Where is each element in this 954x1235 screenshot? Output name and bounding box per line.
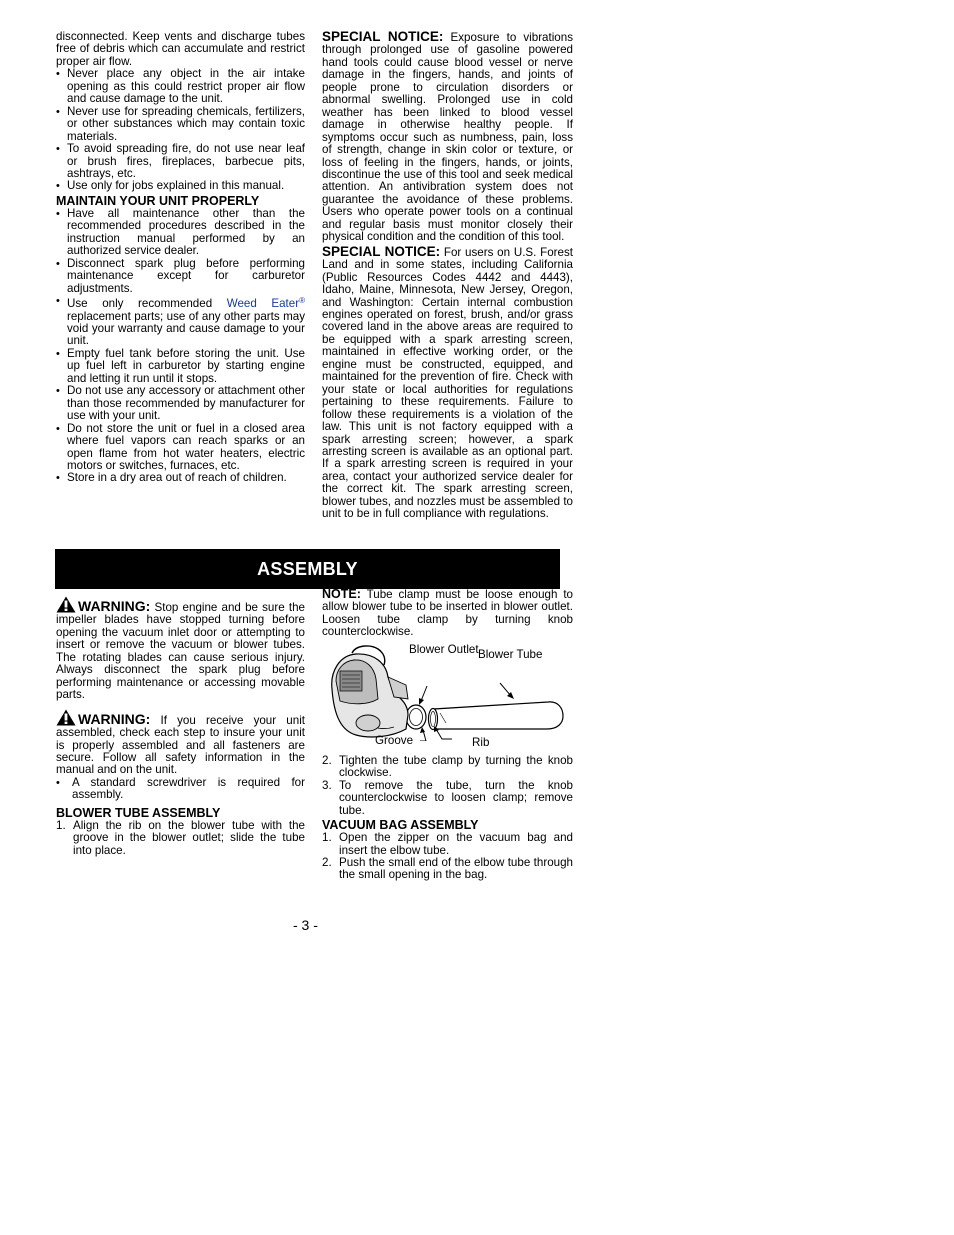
blower-steps-continued — [322, 755, 573, 817]
brand-name: Weed Eater — [226, 297, 300, 311]
step-number: 1. — [322, 831, 332, 845]
step-item — [322, 857, 573, 882]
step-item — [322, 832, 573, 857]
list-item: • A standard screwdriver is required for assembly. — [56, 777, 305, 802]
safety-list — [56, 68, 305, 193]
list-item: • Never place any object in the air intake opening as this could restrict proper air flow and cause damage to the unit. — [56, 68, 305, 105]
notice-text: Exposure to vibrations through prolonged use of gasoline powered hand tools could cause blood vessel or nerve damage in the fingers, hands, and joints of people prone to circulation disorders or abnormal swelling. Prolonged use in cold weather has been linked to blood vessel damage in otherwise healthy people. If symptoms occur such as numbness, pain, loss of strength, change in skin color or texture, or loss of feeling in the fingers, hands, or joints, discontinue the use of this tool and seek medical attention. An antivibration system does not guarantee the avoidance of these problems. Users who operate power tools on a continual and regular basis must monitor closely their physical condition and the condition of this tool. — [322, 31, 573, 244]
list-item: • Empty fuel tank before storing the unit. Use up fuel left in carburetor by starting engine and letting it run until it stops. — [56, 348, 305, 385]
step-item — [322, 755, 573, 780]
blower-steps — [56, 820, 305, 857]
notice-lead: SPECIAL NOTICE: — [322, 243, 441, 259]
list-item: • Disconnect spark plug before performing maintenance except for carburetor adjustments. — [56, 258, 305, 295]
registered-mark: ® — [299, 296, 305, 306]
special-notice-vibration — [322, 31, 573, 244]
parts-text-post: replacement parts; use of any other parts may void your warranty and cause damage to your unit. — [67, 309, 305, 348]
note-text: Tube clamp must be loose enough to allow blower tube to be inserted in blower outlet. Loosen tube clamp by turning knob counterclockwise. — [322, 588, 574, 639]
blower-tube-figure — [322, 641, 573, 749]
vacuum-steps — [322, 832, 573, 882]
warning-text: Stop engine and be sure the impeller blades have stopped turning before opening the vacuum inlet door or attempting to insert or remove the vacuum or blower tubes. The rotating blades can cause serious injury. Always disconnect the spark plug before performing maintenance or accessing movable parts. — [56, 601, 305, 702]
step-number: 3. — [322, 778, 332, 792]
intro-text: disconnected. Keep vents and discharge tubes free of debris which can accumulate and restrict proper air flow. — [56, 30, 305, 68]
vacuum-bag-heading: VACUUM BAG ASSEMBLY — [322, 818, 479, 833]
label-rib: Rib — [472, 735, 490, 749]
notice-lead: SPECIAL NOTICE: — [322, 29, 444, 44]
tools-list — [56, 777, 305, 802]
maintain-list — [56, 208, 305, 485]
note-lead: NOTE: — [322, 587, 361, 601]
step-text: Align the rib on the blower tube with the groove in the blower outlet; slide the tube into place. — [73, 818, 305, 857]
assembly-banner — [55, 549, 560, 589]
page-number: - 3 - — [293, 917, 318, 933]
special-notice-spark-arrestor — [322, 243, 573, 521]
left-column-bottom — [56, 596, 305, 857]
warning-assembled — [56, 709, 305, 777]
maintain-heading: MAINTAIN YOUR UNIT PROPERLY — [56, 193, 260, 208]
step-text: Open the zipper on the vacuum bag and insert the elbow tube. — [339, 831, 573, 857]
warning-label: WARNING: — [78, 598, 151, 614]
warning-text: If you receive your unit assembled, check each step to insure your unit is properly assembled and all fasteners are secure. Follow all safety information in the manual and on the unit. — [56, 713, 305, 777]
blower-tube-heading: BLOWER TUBE ASSEMBLY — [56, 805, 221, 820]
list-item: • Store in a dry area out of reach of children. — [56, 472, 305, 484]
parts-text-pre: Use only recommended — [67, 297, 213, 311]
warning-impeller — [56, 596, 305, 702]
step-text: Push the small end of the elbow tube through the small opening in the bag. — [339, 855, 573, 882]
notice-text: For users on U.S. Forest Land and in some states, including California (Public Resources Codes 4442 and 4443), Idaho, Maine, Minnesota, New Jersey, Oregon, and Washington: Certain internal combustion engines operated on forest, brush, and/or grass covered land in the above areas are required to be equipped with a spark arresting screen, maintained in effective working order, or the engine must be constructed, equipped, and maintained for the prevention of fire. Check with your state or local authorities for regulations pertaining to these requirements. Failure to follow these requirements is a violation of the law. This unit is not factory equipped with a spark arresting screen; however, a spark arresting screen is available as an optional part. If a spark arresting screen is required in your area, contact your authorized service dealer for the correct kit. The spark arresting screen, blower tubes, and nozzles must be assembled to unit to be in full compliance with regulations. — [322, 245, 573, 521]
step-text: To remove the tube, turn the knob counterclockwise to loosen clamp; remove tube. — [339, 778, 573, 817]
list-item: • Do not use any accessory or attachment other than those recommended by manufacturer for use with your unit. — [56, 385, 305, 422]
list-item: • Do not store the unit or fuel in a closed area where fuel vapors can reach sparks or an open flame from hot water heaters, electric motors or switches, furnaces, etc. — [56, 423, 305, 473]
list-item-parts — [56, 295, 305, 348]
warning-triangle-icon — [56, 709, 76, 726]
note — [322, 588, 573, 639]
step-number: 2. — [322, 753, 332, 767]
list-item: • Have all maintenance other than the recommended procedures described in the instruction manual performed by an authorized service dealer. — [56, 208, 305, 258]
step-item — [56, 820, 305, 857]
list-item: • Never use for spreading chemicals, fertilizers, or other substances which may contain toxic materials. — [56, 106, 305, 143]
section-title: ASSEMBLY — [257, 559, 358, 579]
right-column-top — [322, 31, 573, 521]
right-column-bottom — [322, 588, 573, 882]
step-number: 1. — [56, 818, 66, 832]
left-column-top — [56, 31, 305, 485]
step-number: 2. — [322, 855, 332, 869]
label-blower-tube: Blower Tube — [478, 647, 543, 661]
list-item: • Use only for jobs explained in this manual. — [56, 180, 305, 192]
warning-triangle-icon — [56, 596, 76, 613]
step-text: Tighten the tube clamp by turning the knob clockwise. — [339, 753, 573, 780]
warning-label: WARNING: — [78, 710, 151, 727]
step-item — [322, 780, 573, 817]
label-groove: Groove — [375, 733, 414, 747]
label-blower-outlet: Blower Outlet — [409, 642, 479, 656]
list-item: • To avoid spreading fire, do not use near leaf or brush fires, fireplaces, barbecue pits, ashtrays, etc. — [56, 143, 305, 180]
